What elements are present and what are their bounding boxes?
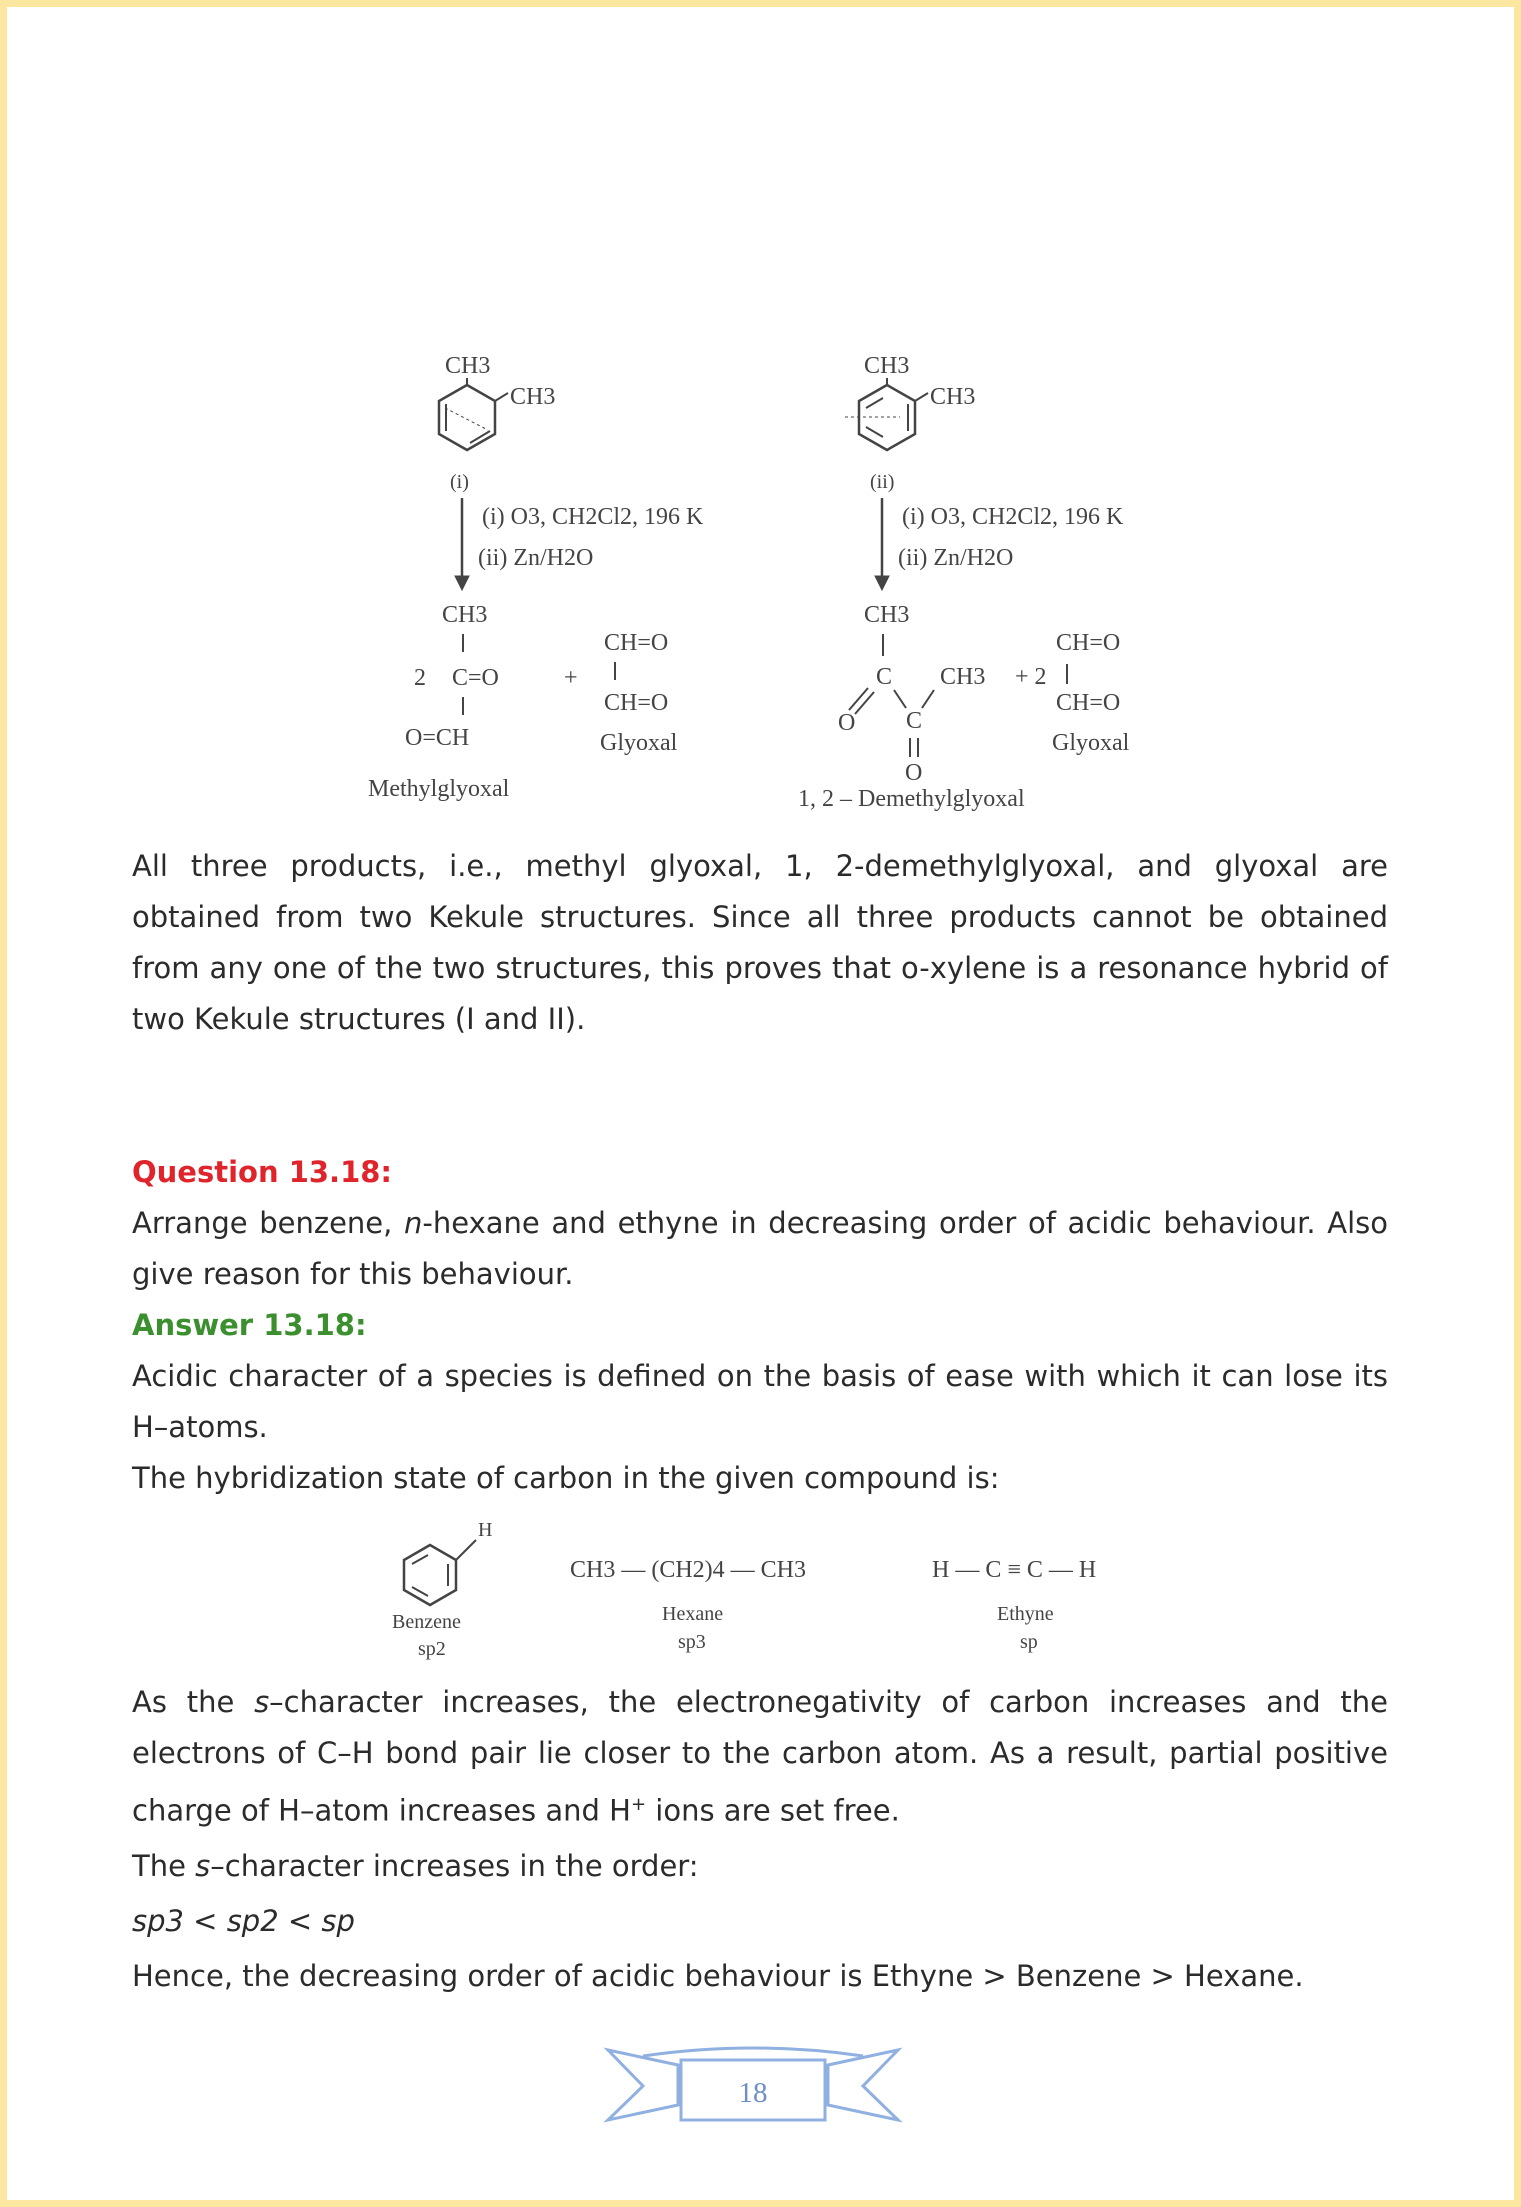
product-o1-right: O bbox=[838, 710, 856, 736]
product-ch3-right: CH3 bbox=[864, 602, 910, 628]
plus-left: + bbox=[564, 665, 578, 691]
demethylglyoxal-name: 1, 2 – Demethylglyoxal bbox=[798, 786, 1025, 812]
hexane-structure bbox=[570, 1557, 806, 1653]
glyoxal-bottom-left: CH=O bbox=[604, 690, 669, 716]
question-heading: Question 13.18: bbox=[132, 1155, 393, 1189]
ch3-top-left: CH3 bbox=[445, 353, 491, 379]
glyoxal-top-right: CH=O bbox=[1056, 630, 1121, 656]
glyoxal-top-left: CH=O bbox=[604, 630, 669, 656]
s-character-block bbox=[132, 1677, 1388, 2002]
answer-line-2: The hybridization state of carbon in the given compound is: bbox=[132, 1461, 1000, 1495]
glyoxal-name-left: Glyoxal bbox=[600, 730, 678, 756]
label-ii: (ii) bbox=[870, 471, 895, 493]
s-character-paragraph: As the s–character increases, the electronegativity of carbon increases and the electrons of C–H bond pair lie closer to the carbon atom. As a result, partial positive charge of H–atom increases and H+ ions are set free. bbox=[132, 1685, 1389, 1828]
question-block bbox=[132, 1147, 1388, 1504]
conclusion-text: Hence, the decreasing order of acidic behaviour is Ethyne > Benzene > Hexane. bbox=[132, 1958, 1304, 1993]
product-ch3-side-right: CH3 bbox=[940, 664, 986, 690]
product-c2-right: C bbox=[906, 708, 923, 734]
conditions-2-left: (ii) Zn/H2O bbox=[478, 545, 594, 571]
ozonolysis-diagram bbox=[0, 0, 1521, 830]
product-c-right: C bbox=[876, 664, 893, 690]
kekule-structure-ii bbox=[798, 353, 1130, 812]
methylglyoxal-name: Methylglyoxal bbox=[368, 776, 510, 802]
ethyne-hybridization: sp bbox=[1020, 1631, 1038, 1653]
answer-line-1: Acidic character of a species is defined on the basis of ease with which it can lose its H–atoms. bbox=[132, 1359, 1388, 1444]
ethyne-name: Ethyne bbox=[997, 1603, 1054, 1625]
product-ch3-left: CH3 bbox=[442, 602, 488, 628]
order-expression: sp3 < sp2 < sp bbox=[132, 1903, 355, 1938]
glyoxal-bottom-right: CH=O bbox=[1056, 690, 1121, 716]
product-co-left: C=O bbox=[452, 665, 499, 691]
ch3-side-right: CH3 bbox=[930, 384, 976, 410]
kekule-structure-i bbox=[368, 353, 704, 802]
glyoxal-name-right: Glyoxal bbox=[1052, 730, 1130, 756]
ch3-side-left: CH3 bbox=[510, 384, 556, 410]
hybridization-diagram bbox=[0, 1510, 1521, 1680]
hexane-formula: CH3 — (CH2)4 — CH3 bbox=[570, 1557, 807, 1583]
conditions-1-left: (i) O3, CH2Cl2, 196 K bbox=[482, 504, 704, 530]
question-text: Arrange benzene, n-hexane and ethyne in decreasing order of acidic behaviour. Also give reason for this behaviour. bbox=[132, 1206, 1389, 1291]
page-number: 18 bbox=[738, 2077, 768, 2109]
ethyne-formula: H — C ≡ C — H bbox=[932, 1557, 1097, 1583]
benzene-h: H bbox=[478, 1519, 493, 1541]
hexane-name: Hexane bbox=[662, 1603, 724, 1625]
plus-two-right: + 2 bbox=[1015, 664, 1047, 690]
benzene-hybridization: sp2 bbox=[418, 1638, 446, 1660]
ethyne-structure bbox=[932, 1557, 1096, 1653]
benzene-structure bbox=[392, 1519, 492, 1660]
para1-text: All three products, i.e., methyl glyoxal, 1, 2-demethylglyoxal, and glyoxal are obtained from two Kekule structures. Since all three products cannot be obtained from any one of the two structures, this proves that o-xylene is a resonance hybrid of two Kekule structures (I and II). bbox=[132, 849, 1388, 1036]
product-och-left: O=CH bbox=[405, 725, 470, 751]
coefficient-2: 2 bbox=[414, 665, 426, 691]
page-number-banner bbox=[603, 2020, 903, 2130]
ch3-top-right: CH3 bbox=[864, 353, 910, 379]
conditions-2-right: (ii) Zn/H2O bbox=[898, 545, 1014, 571]
explanation-paragraph bbox=[132, 841, 1388, 1045]
conditions-1-right: (i) O3, CH2Cl2, 196 K bbox=[902, 504, 1124, 530]
answer-heading: Answer 13.18: bbox=[132, 1308, 367, 1342]
product-o2-right: O bbox=[905, 760, 923, 786]
order-intro: The s–character increases in the order: bbox=[132, 1848, 699, 1883]
hexane-hybridization: sp3 bbox=[678, 1631, 706, 1653]
label-i: (i) bbox=[450, 471, 469, 493]
benzene-name: Benzene bbox=[392, 1611, 461, 1633]
